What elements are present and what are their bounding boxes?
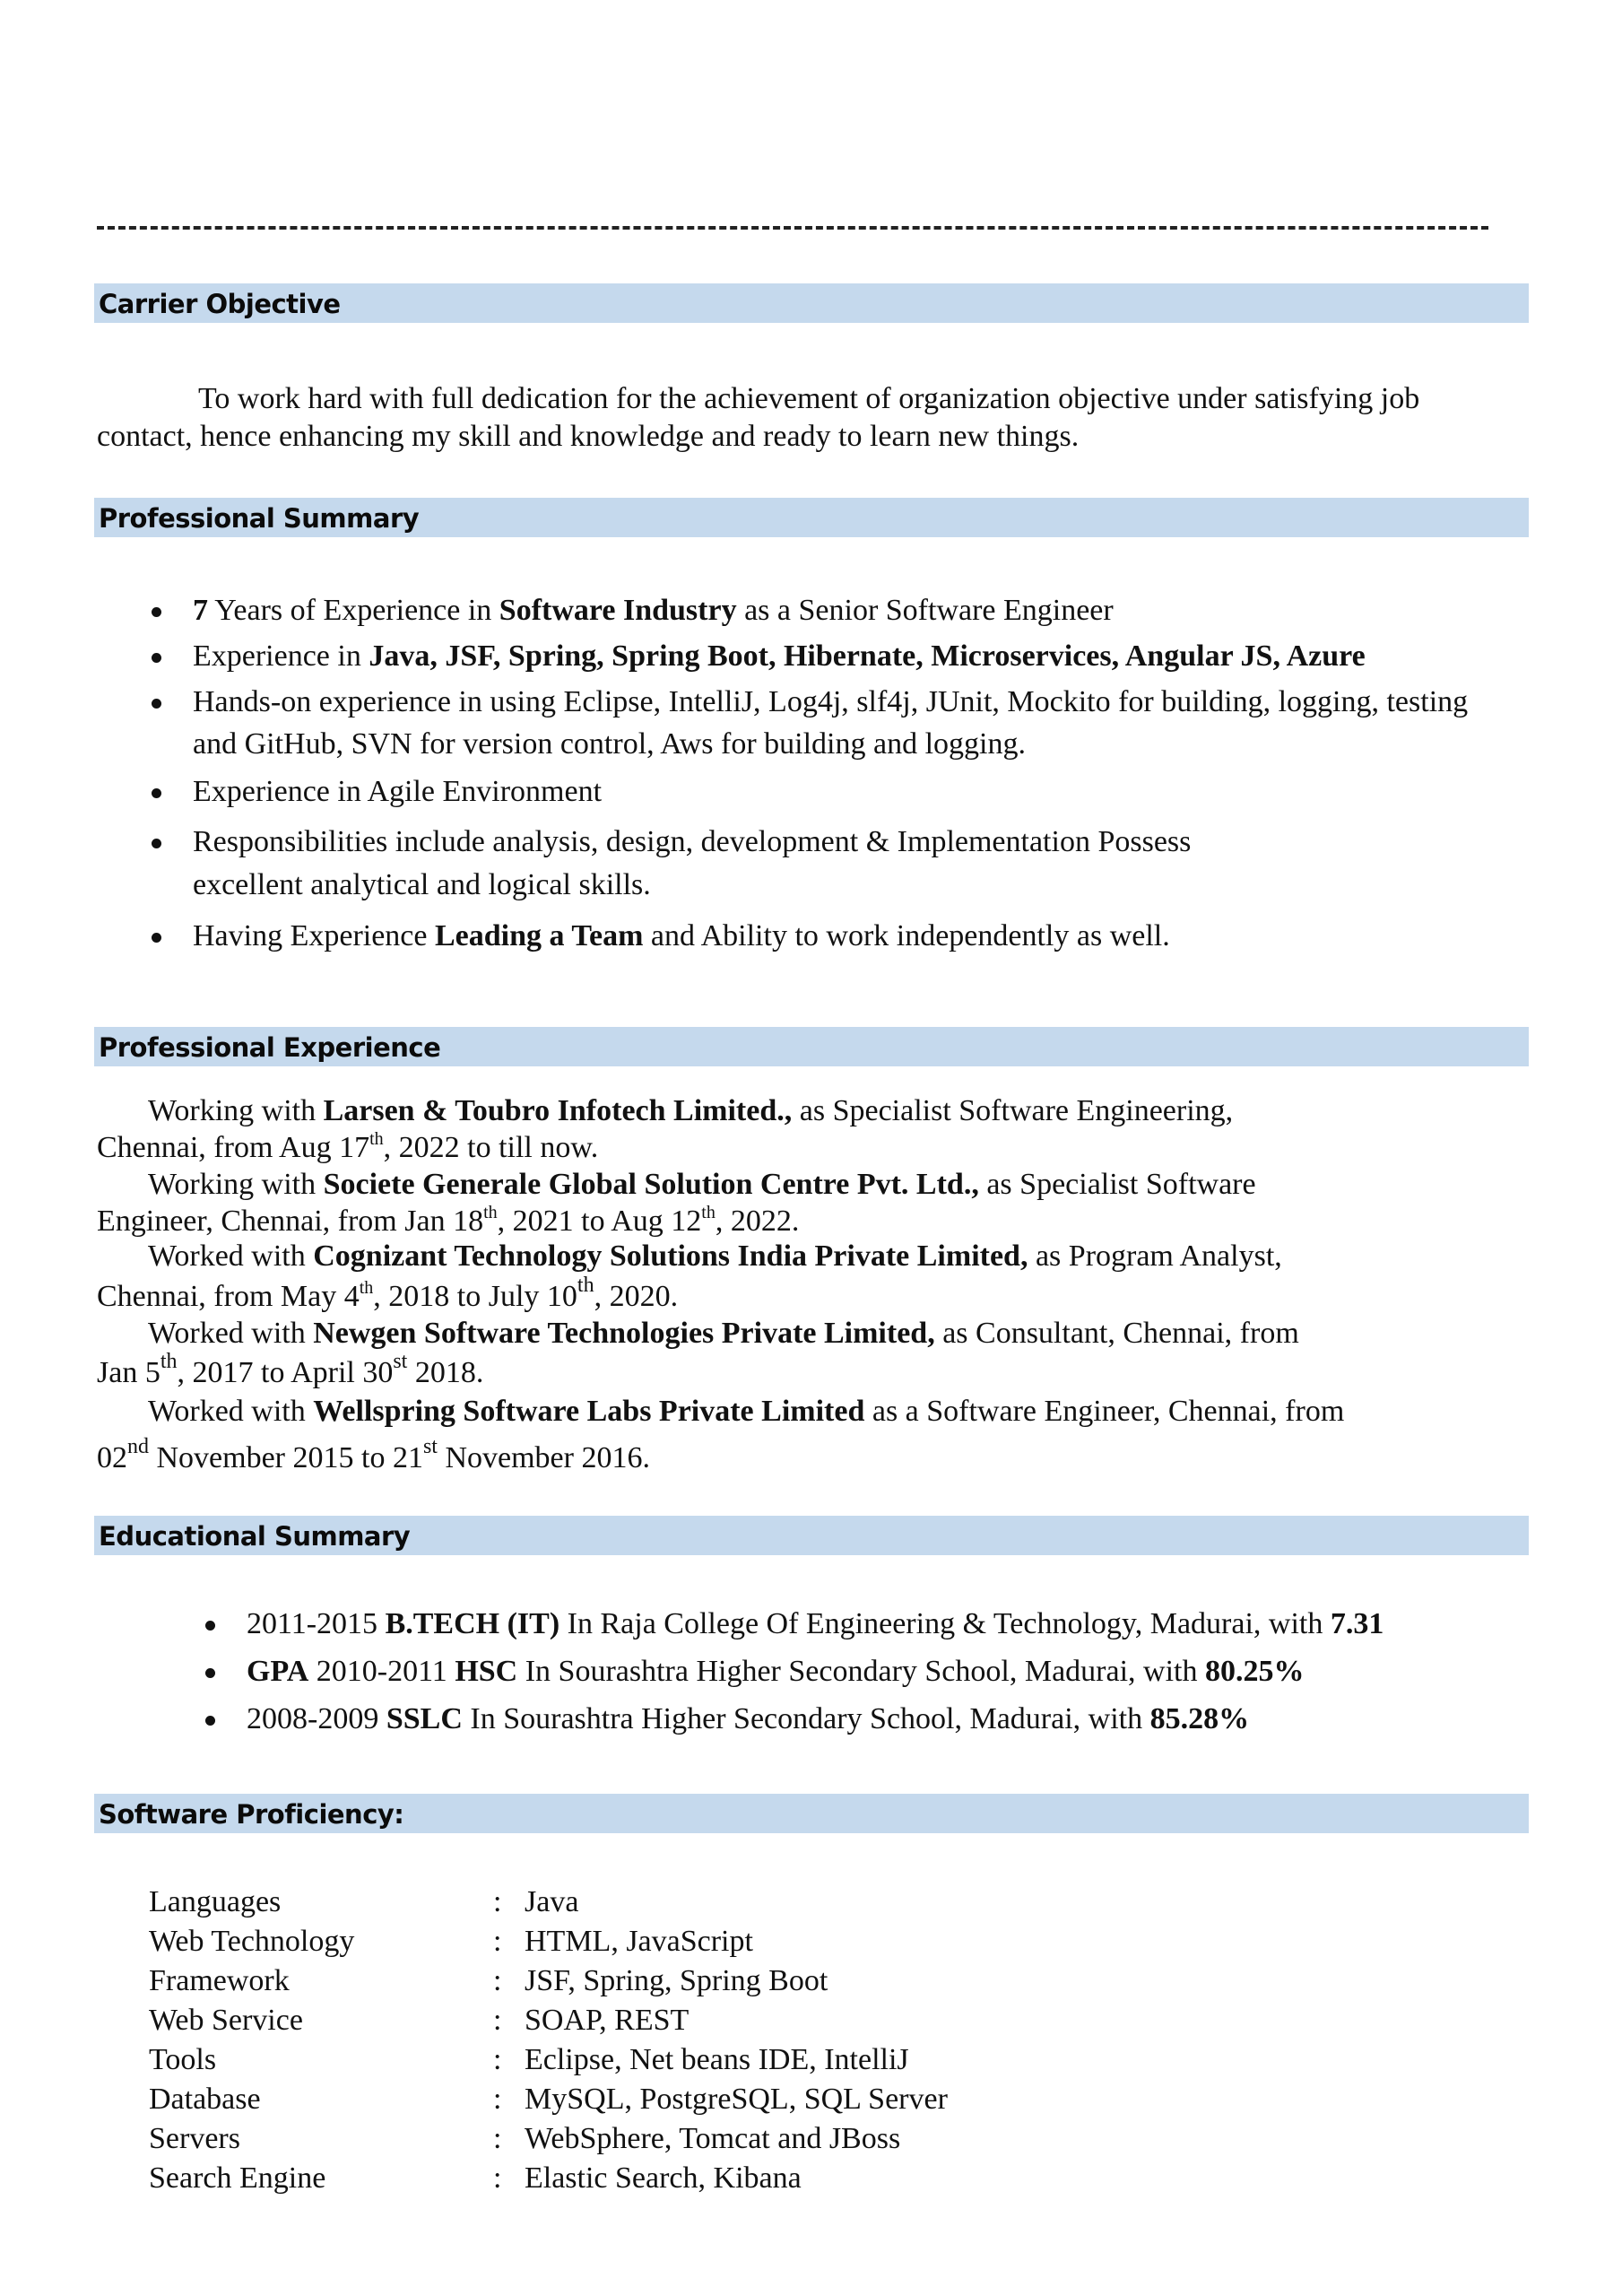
experience-entry-line-1 (148, 1393, 1344, 1431)
edu-degree: B.TECH (IT) (385, 1607, 560, 1640)
ordinal-suffix: st (422, 1435, 438, 1458)
summary-text: Experience in Agile Environment (193, 775, 603, 808)
exp-role: as a Software Engineer, Chennai, from (864, 1395, 1345, 1428)
proficiency-label: Search Engine (149, 2161, 326, 2195)
proficiency-separator: : (493, 2122, 502, 2155)
summary-text: Years of Experience in (208, 594, 499, 627)
experience-entry-line-1 (148, 1315, 1299, 1352)
summary-text: Hands-on experience in using Eclipse, IntelliJ, Log4j, slf4j, JUnit, Mockito for building, logging, testing (193, 685, 1469, 718)
edu-institution: In Sourashtra Higher Secondary School, Madurai, with (462, 1702, 1150, 1735)
proficiency-separator: : (493, 2083, 502, 2116)
exp-prefix: Worked with (148, 1239, 314, 1273)
summary-item (193, 823, 1191, 899)
edu-institution: In Raja College Of Engineering & Technology, Madurai, with (559, 1607, 1331, 1640)
summary-text: and Ability to work independently as well. (643, 919, 1170, 952)
summary-years: 7 (193, 594, 208, 627)
summary-item (193, 638, 1366, 675)
proficiency-label: Framework (149, 1964, 290, 1997)
exp-dates: , 2020. (594, 1280, 679, 1313)
edu-score: 7.31 (1330, 1607, 1384, 1640)
ordinal-suffix: th (577, 1274, 594, 1297)
proficiency-label: Servers (149, 2122, 240, 2155)
section-heading-proficiency (94, 1794, 1529, 1833)
bullet-icon (152, 933, 161, 943)
proficiency-label: Web Technology (149, 1925, 355, 1958)
experience-entry-line-2 (97, 1203, 799, 1240)
ordinal-suffix: nd (127, 1435, 149, 1458)
proficiency-value: JSF, Spring, Spring Boot (525, 1964, 828, 1997)
bullet-icon (205, 1621, 215, 1631)
edu-years: 2011-2015 (247, 1607, 386, 1640)
proficiency-separator: : (493, 2004, 502, 2037)
exp-dates: 02 (97, 1441, 127, 1474)
proficiency-separator: : (493, 1885, 502, 1918)
experience-entry-line-2 (97, 1435, 650, 1477)
company-name: Wellspring Software Labs Private Limited (313, 1395, 865, 1428)
summary-text-cont: excellent analytical and logical skills. (193, 868, 651, 901)
exp-dates: , 2017 to April 30 (177, 1356, 394, 1389)
ordinal-suffix: th (483, 1203, 498, 1222)
section-title: Software Proficiency: (99, 1799, 404, 1830)
proficiency-separator: : (493, 2161, 502, 2195)
section-heading-objective (94, 283, 1529, 323)
ordinal-suffix: th (369, 1129, 384, 1149)
edu-gpa-label: GPA (247, 1655, 309, 1688)
edu-years: 2008-2009 (247, 1702, 386, 1735)
summary-bold: Java, JSF, Spring, Spring Boot, Hibernate, Microservices, Angular JS, Azure (369, 639, 1366, 673)
ordinal-suffix: st (393, 1350, 408, 1373)
proficiency-separator: : (493, 1964, 502, 1997)
exp-role: as Consultant, Chennai, from (934, 1317, 1299, 1350)
summary-item (193, 773, 602, 811)
bullet-icon (205, 1716, 215, 1726)
exp-dates: November 2016. (437, 1441, 650, 1474)
bullet-icon (152, 699, 161, 709)
exp-role: as Specialist Software Engineering, (792, 1094, 1234, 1127)
summary-text-cont: and GitHub, SVN for version control, Aws for building and logging. (193, 727, 1026, 761)
summary-bold: Leading a Team (435, 919, 644, 952)
exp-dates: Jan 5 (97, 1356, 160, 1389)
edu-score: 85.28% (1149, 1702, 1250, 1735)
proficiency-value: Elastic Search, Kibana (525, 2161, 802, 2195)
experience-entry-line-1 (148, 1166, 1256, 1204)
proficiency-value: HTML, JavaScript (525, 1925, 753, 1958)
bullet-icon (152, 607, 161, 617)
exp-dates: , 2022 to till now. (383, 1131, 599, 1164)
summary-bold: Software Industry (499, 594, 737, 627)
proficiency-value: SOAP, REST (525, 2004, 690, 2037)
section-heading-education (94, 1516, 1529, 1555)
experience-entry-line-2 (97, 1129, 598, 1167)
section-title: Professional Summary (99, 503, 420, 534)
bullet-icon (152, 839, 161, 848)
exp-prefix: Worked with (148, 1395, 314, 1428)
exp-dates: Chennai, from May 4 (97, 1280, 360, 1313)
proficiency-value: Eclipse, Net beans IDE, IntelliJ (525, 2043, 909, 2076)
proficiency-label: Web Service (149, 2004, 303, 2037)
summary-item (193, 592, 1114, 630)
experience-entry-line-2 (97, 1350, 484, 1392)
header-dashed-divider (97, 226, 1488, 230)
proficiency-separator: : (493, 1925, 502, 1958)
education-item (247, 1700, 1249, 1738)
proficiency-label: Languages (149, 1885, 282, 1918)
edu-degree: HSC (455, 1655, 518, 1688)
proficiency-value: WebSphere, Tomcat and JBoss (525, 2122, 901, 2155)
ordinal-suffix: th (359, 1278, 374, 1298)
ordinal-suffix: th (701, 1203, 716, 1222)
section-title: Professional Experience (99, 1032, 441, 1063)
company-name: Societe Generale Global Solution Centre Pvt. Ltd., (323, 1168, 979, 1201)
edu-score: 80.25% (1204, 1655, 1305, 1688)
summary-text: Experience in (193, 639, 369, 673)
exp-prefix: Worked with (148, 1317, 314, 1350)
ordinal-suffix: th (160, 1350, 178, 1373)
proficiency-value: MySQL, PostgreSQL, SQL Server (525, 2083, 948, 2116)
summary-text: Responsibilities include analysis, design, development & Implementation Possess (193, 825, 1192, 858)
bullet-icon (152, 788, 161, 798)
section-heading-experience (94, 1027, 1529, 1066)
exp-dates: , 2021 to Aug 12 (497, 1205, 702, 1238)
summary-text: as a Senior Software Engineer (736, 594, 1114, 627)
proficiency-separator: : (493, 2043, 502, 2076)
experience-entry-line-1 (148, 1238, 1282, 1275)
exp-dates: November 2015 to 21 (149, 1441, 423, 1474)
exp-prefix: Working with (148, 1168, 324, 1201)
company-name: Cognizant Technology Solutions India Private Limited, (313, 1239, 1028, 1273)
experience-entry-line-1 (148, 1092, 1233, 1130)
section-title: Carrier Objective (99, 289, 341, 319)
company-name: Larsen & Toubro Infotech Limited., (323, 1094, 793, 1127)
exp-dates: 2018. (407, 1356, 484, 1389)
exp-role: as Specialist Software (978, 1168, 1256, 1201)
education-item (247, 1605, 1383, 1643)
summary-item (193, 918, 1170, 955)
summary-item (193, 683, 1468, 759)
section-heading-summary (94, 498, 1529, 537)
bullet-icon (205, 1668, 215, 1678)
education-item (247, 1653, 1304, 1691)
edu-years: 2010-2011 (308, 1655, 455, 1688)
exp-dates: , 2018 to July 10 (373, 1280, 577, 1313)
edu-degree: SSLC (386, 1702, 463, 1735)
edu-institution: In Sourashtra Higher Secondary School, Madurai, with (517, 1655, 1205, 1688)
objective-text-line-1: To work hard with full dedication for the achievement of organization objective under satisfying job (198, 382, 1420, 415)
objective-text-line-2: contact, hence enhancing my skill and knowledge and ready to learn new things. (97, 420, 1080, 453)
summary-text: Having Experience (193, 919, 435, 952)
bullet-icon (152, 653, 161, 663)
exp-dates: , 2022. (715, 1205, 800, 1238)
section-title: Educational Summary (99, 1521, 411, 1552)
proficiency-label: Database (149, 2083, 261, 2116)
exp-role: as Program Analyst, (1028, 1239, 1282, 1273)
company-name: Newgen Software Technologies Private Limited, (313, 1317, 935, 1350)
exp-dates: Engineer, Chennai, from Jan 18 (97, 1205, 484, 1238)
proficiency-value: Java (525, 1885, 579, 1918)
proficiency-label: Tools (149, 2043, 217, 2076)
exp-dates: Chennai, from Aug 17 (97, 1131, 370, 1164)
exp-prefix: Working with (148, 1094, 324, 1127)
experience-entry-line-2 (97, 1274, 679, 1316)
